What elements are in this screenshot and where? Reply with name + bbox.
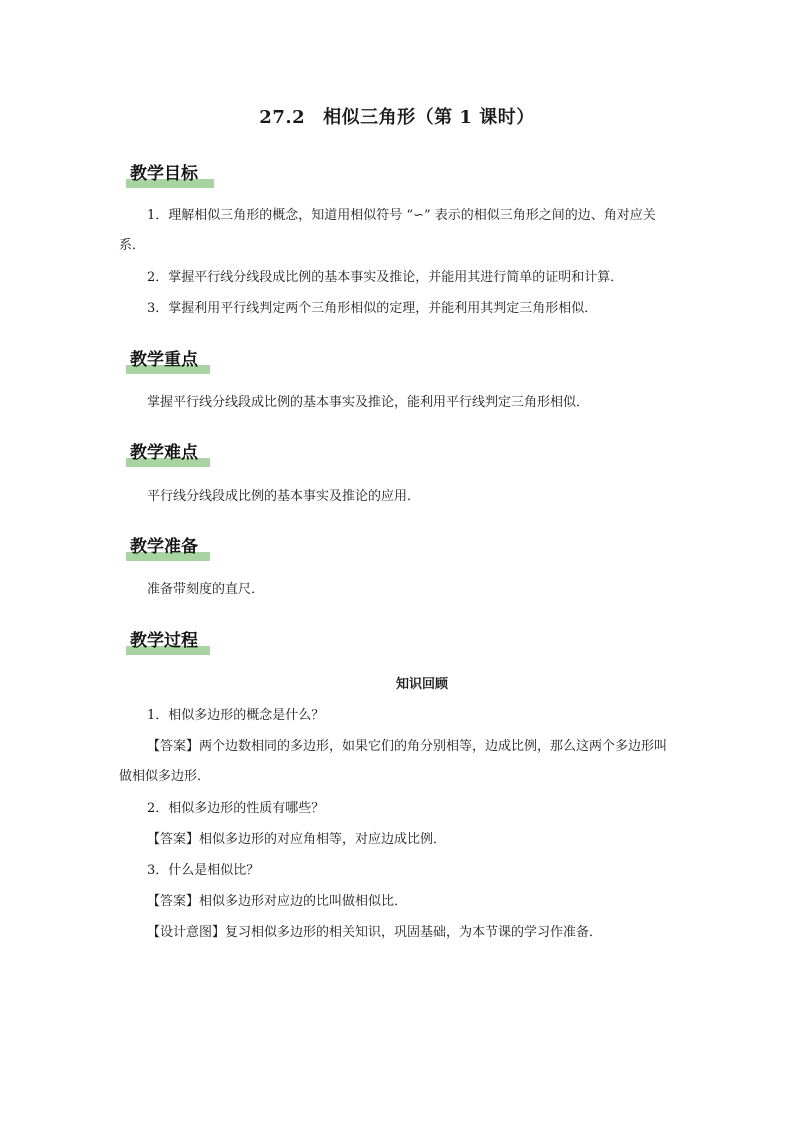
review-answer-2: 【答案】相似多边形的对应角相等，对应边成比例．	[147, 832, 447, 847]
preparation-text: 准备带刻度的直尺．	[147, 582, 265, 597]
objective-item-1: 1．理解相似三角形的概念，知道用相似符号 “∽” 表示的相似三角形之间的边、角对应关系．	[119, 208, 656, 253]
design-intent: 【设计意图】复习相似多边形的相关知识，巩固基础，为本节课的学习作准备．	[147, 925, 603, 940]
review-question-3: 3．什么是相似比？	[147, 863, 260, 878]
document-title	[0, 103, 794, 129]
section-heading-difficulties	[126, 439, 204, 467]
review-question-2: 2．相似多边形的性质有哪些？	[147, 801, 325, 816]
subsection-title-review: 知识回顾	[395, 677, 448, 692]
objective-item-3: 3．掌握利用平行线判定两个三角形相似的定理，并能利用其判定三角形相似．	[147, 301, 598, 316]
section-heading-label: 教学目标	[130, 164, 198, 184]
section-heading-label: 教学难点	[130, 443, 198, 463]
lesson-number: 27.2	[259, 107, 306, 128]
key-points-text: 掌握平行线分线段成比例的基本事实及推论，能利用平行线判定三角形相似．	[147, 395, 590, 410]
section-heading-label: 教学准备	[130, 537, 198, 557]
section-heading-preparation	[126, 533, 204, 561]
review-question-1: 1．相似多边形的概念是什么？	[147, 708, 325, 723]
section-heading-label: 教学过程	[130, 631, 198, 651]
section-heading-objectives	[126, 160, 204, 188]
section-heading-label: 教学重点	[130, 350, 198, 370]
review-answer-1: 【答案】两个边数相同的多边形，如果它们的角分别相等，边成比例，那么这两个多边形叫做相似多边形．	[119, 739, 668, 784]
objective-item-2: 2．掌握平行线分线段成比例的基本事实及推论，并能用其进行简单的证明和计算．	[147, 270, 624, 285]
review-answer-3: 【答案】相似多边形对应边的比叫做相似比．	[147, 894, 408, 909]
section-heading-process	[126, 627, 204, 655]
difficulties-text: 平行线分线段成比例的基本事实及推论的应用．	[147, 489, 421, 504]
section-heading-key-points	[126, 346, 204, 374]
lesson-title: 相似三角形（第 1 课时）	[323, 107, 535, 128]
